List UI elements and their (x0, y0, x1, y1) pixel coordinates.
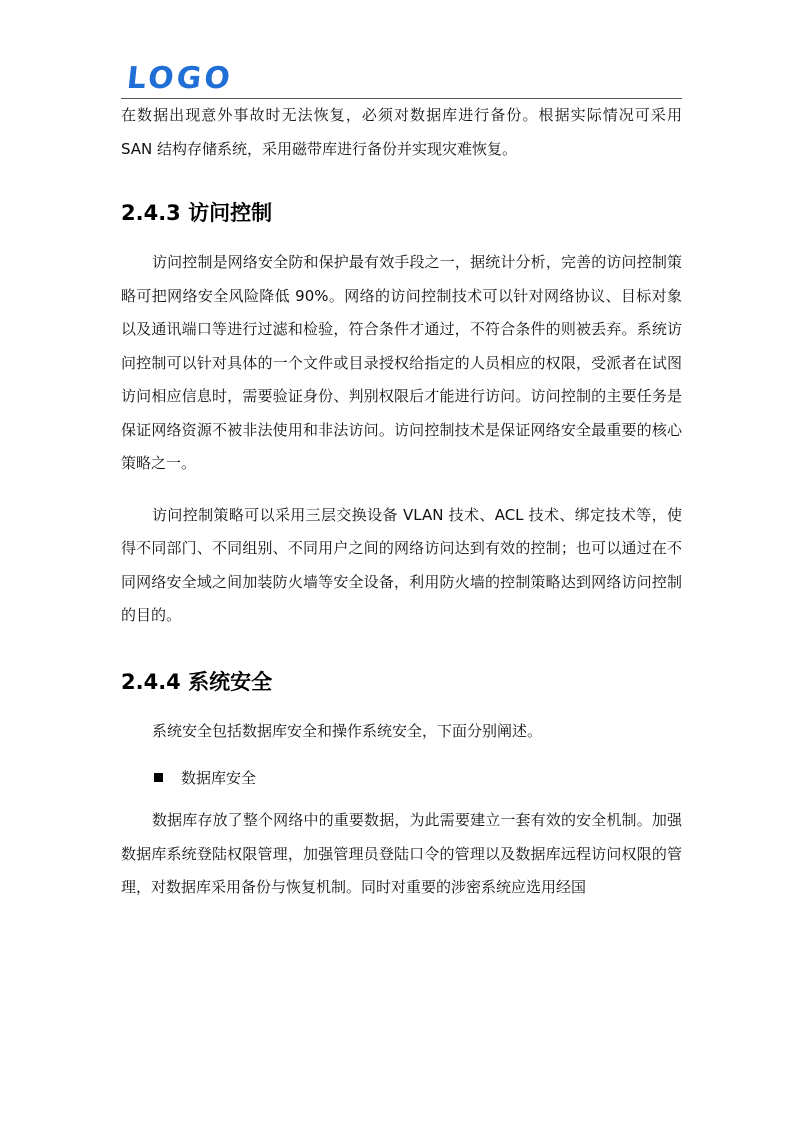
bullet-label: 数据库安全 (181, 769, 257, 787)
access-control-paragraph-2: 访问控制策略可以采用三层交换设备 VLAN 技术、ACL 技术、绑定技术等，使得不同部门、不同组别、不同用户之间的网络访问达到有效的控制；也可以通过在不同网络安全域之间加装防火墙等安全设备，利用防火墙的控制策略达到网络访问控制的目的。 (121, 505, 682, 624)
section-heading-system-security: 2.4.4 系统安全 (121, 669, 273, 694)
square-bullet-icon (154, 773, 163, 782)
bullet-item-database-security (121, 766, 682, 790)
logo: LOGO (125, 61, 235, 96)
intro-paragraph: 在数据出现意外事故时无法恢复，必须对数据库进行备份。根据实际情况可采用 SAN 结构存储系统，采用磁带库进行备份并实现灾难恢复。 (121, 106, 682, 158)
section-heading-access-control: 2.4.3 访问控制 (121, 201, 273, 225)
system-security-intro: 系统安全包括数据库安全和操作系统安全，下面分别阐述。 (152, 721, 543, 740)
access-control-paragraph-1: 访问控制是网络安全防和保护最有效手段之一，据统计分析，完善的访问控制策略可把网络安全风险降低 90%。网络的访问控制技术可以针对网络协议、目标对象以及通讯端口等进行过滤和检验，符合条件才通过，不符合条件的则被丢弃。系统访问控制可以针对具体的一个文件或目录授权给指定的人员相应的权限，受派者在试图访问相应信息时，需要验证身份、判别权限后才能进行访问。访问控制的主要任务是保证网络资源不被非法使用和非法访问。访问控制技术是保证网络安全最重要的核心策略之一。 (121, 253, 682, 472)
database-security-paragraph: 数据库存放了整个网络中的重要数据，为此需要建立一套有效的安全机制。加强数据库系统登陆权限管理，加强管理员登陆口令的管理以及数据库远程访问权限的管理，对数据库采用备份与恢复机制。同时对重要的涉密系统应选用经国 (121, 811, 682, 896)
document-body (121, 99, 682, 905)
page-header (121, 60, 682, 99)
